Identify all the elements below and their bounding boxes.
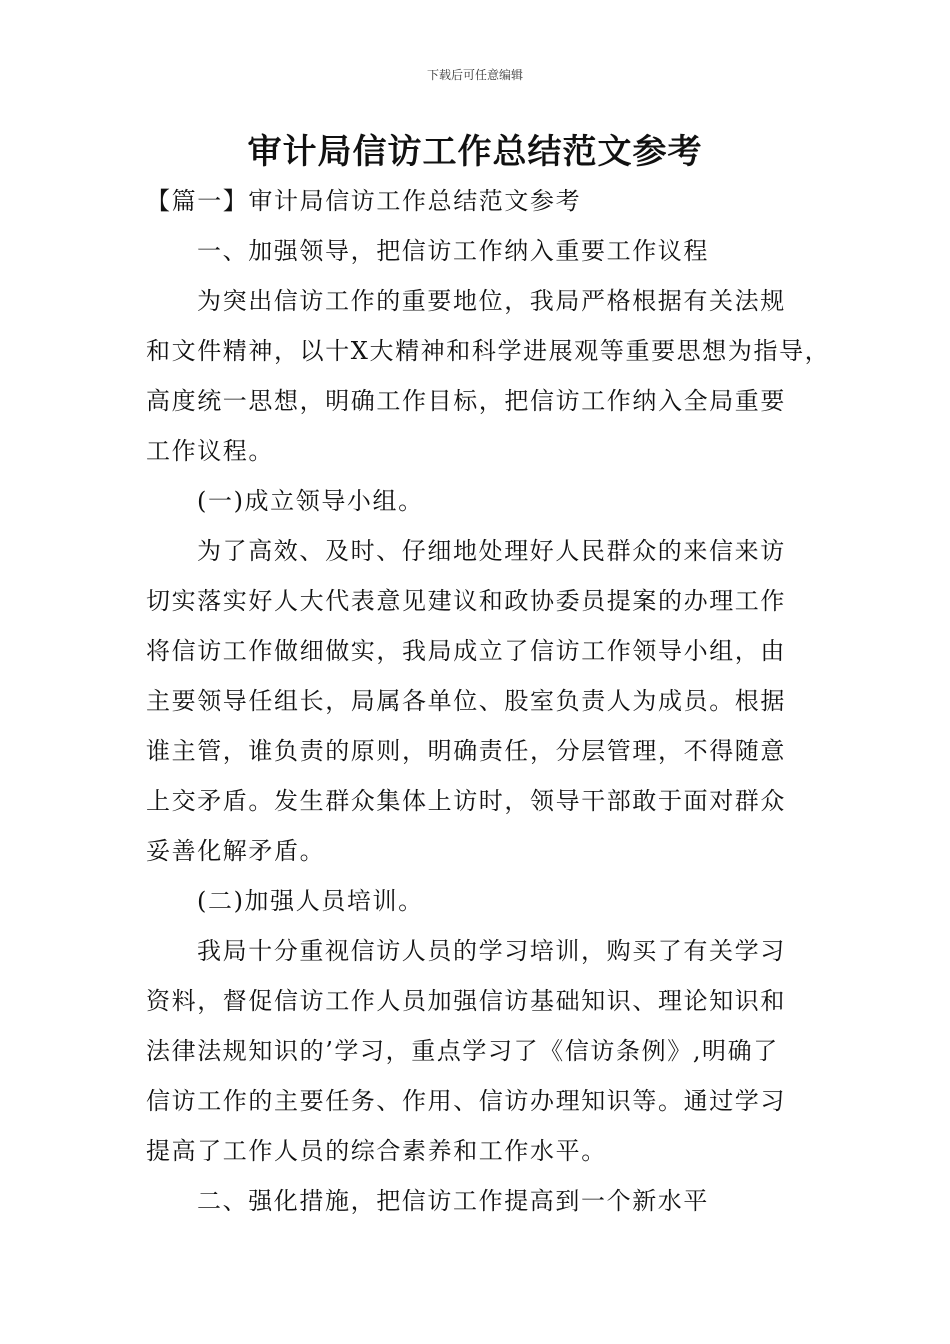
paragraph-line: 我局十分重视信访人员的学习培训，购买了有关学习 bbox=[197, 937, 786, 965]
paragraph-line: (一)成立领导小组。 bbox=[197, 487, 424, 515]
paragraph-line: 一、加强领导，把信访工作纳入重要工作议程 bbox=[197, 237, 709, 265]
paragraph-line: 谁主管，谁负责的原则，明确责任，分层管理，不得随意 bbox=[146, 737, 786, 765]
paragraph-line: 高度统一思想，明确工作目标，把信访工作纳入全局重要 bbox=[146, 387, 786, 415]
paragraph-line: 为突出信访工作的重要地位，我局严格根据有关法规 bbox=[197, 287, 786, 315]
header-note: 下载后可任意编辑 bbox=[426, 68, 523, 82]
paragraph-line: 【篇一】审计局信访工作总结范文参考 bbox=[146, 187, 582, 215]
paragraph-line: 信访工作的主要任务、作用、信访办理知识等。通过学习 bbox=[146, 1087, 786, 1115]
paragraph-line: 和文件精神，以十X大精神和科学进展观等重要思想为指导， bbox=[146, 337, 831, 365]
paragraph-line: 二、强化措施，把信访工作提高到一个新水平 bbox=[197, 1187, 709, 1215]
document-title: 审计局信访工作总结范文参考 bbox=[247, 132, 703, 172]
paragraph-line: 主要领导任组长，局属各单位、股室负责人为成员。根据 bbox=[146, 687, 786, 715]
paragraph-line: 将信访工作做细做实，我局成立了信访工作领导小组，由 bbox=[146, 637, 786, 665]
paragraph-line: 工作议程。 bbox=[146, 437, 274, 465]
paragraph-line: 资料，督促信访工作人员加强信访基础知识、理论知识和 bbox=[146, 987, 786, 1015]
document-body bbox=[146, 176, 831, 1226]
paragraph-line: 法律法规知识的’学习，重点学习了《信访条例》,明确了 bbox=[146, 1037, 779, 1065]
paragraph-line: (二)加强人员培训。 bbox=[197, 887, 424, 915]
paragraph-line: 切实落实好人大代表意见建议和政协委员提案的办理工作 bbox=[146, 587, 786, 615]
paragraph-line: 妥善化解矛盾。 bbox=[146, 837, 326, 865]
paragraph-line: 上交矛盾。发生群众集体上访时，领导干部敢于面对群众 bbox=[146, 787, 786, 815]
paragraph-line: 提高了工作人员的综合素养和工作水平。 bbox=[146, 1137, 607, 1165]
paragraph-line: 为了高效、及时、仔细地处理好人民群众的来信来访 bbox=[197, 537, 786, 565]
